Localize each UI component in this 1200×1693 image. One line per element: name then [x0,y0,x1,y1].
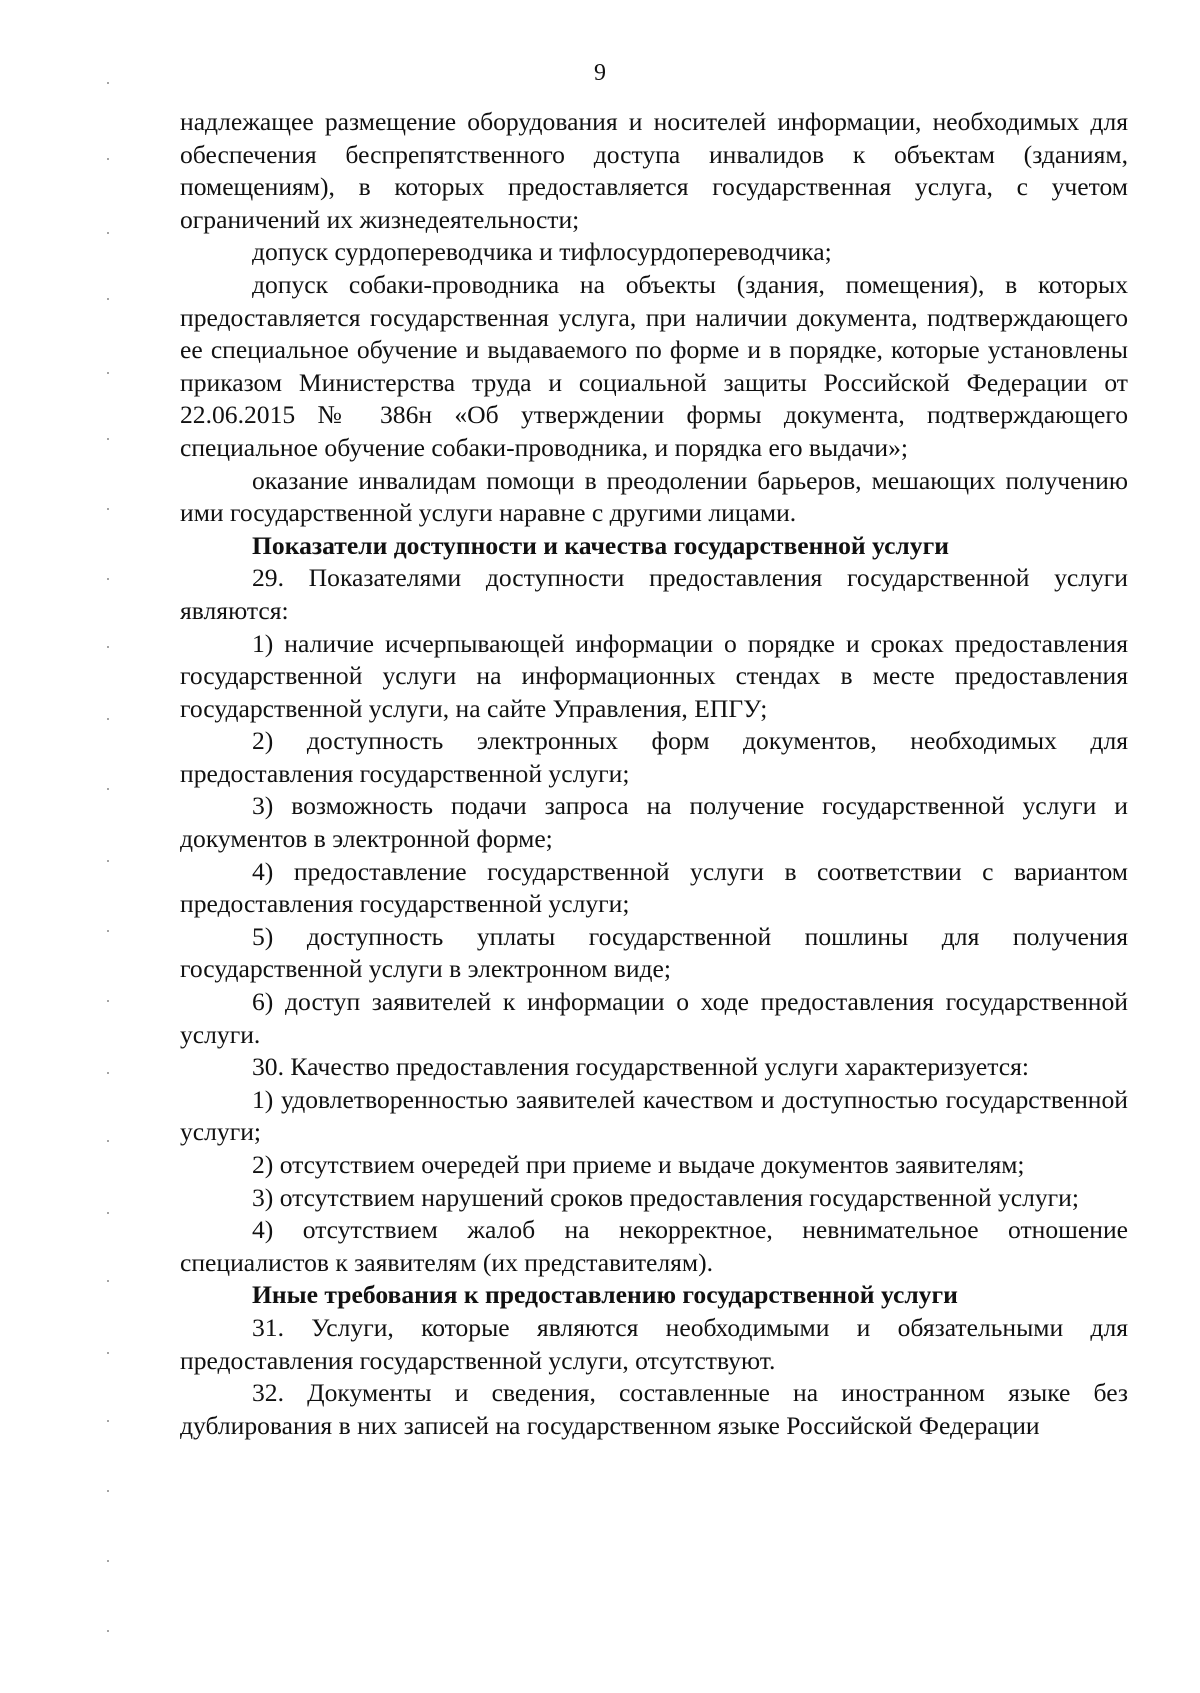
paragraph: 31. Услуги, которые являются необходимыми и обязательными для предоставления государственной услуги, отсутствуют. [180,1312,1128,1375]
list-item: 3) возможность подачи запроса на получение государственной услуги и документов в электронной форме; [180,791,1128,854]
paragraph: 32. Документы и сведения, составленные на иностранном языке без дублирования в них записей на государственном языке Российской Федерации [180,1378,1128,1440]
paragraph: допуск сурдопереводчика и тифлосурдопереводчика; [252,237,832,267]
paragraph: надлежащее размещение оборудования и носителей информации, необходимых для обеспечения беспрепятственного доступа инвалидов к объектам (зданиям, помещениям), в которых предоставляется государственная услуга, с учетом ограничений их жизнедеятельности; [180,107,1128,234]
list-item: 1) наличие исчерпывающей информации о порядке и сроках предоставления государственной услуги на информационных стендах в месте предоставления государственной услуги, на сайте Управления, ЕПГУ; [180,628,1128,723]
list-item: 2) отсутствием очередей при приеме и выдаче документов заявителям; [252,1150,1025,1179]
list-item: 1) удовлетворенностью заявителей качеством и доступностью государственной услуги; [180,1084,1128,1147]
list-item: 6) доступ заявителей к информации о ходе предоставления государственной услуги. [180,987,1128,1049]
list-item: 4) предоставление государственной услуги в соответствии с вариантом предоставления государственной услуги; [180,856,1128,919]
paragraph: допуск собаки-проводника на объекты (здания, помещения), в которых предоставляется государственная услуга, при наличии документа, подтверждающего ее специальное обучение и выдаваемого по форме и в порядке, которые установлены приказом Министерства труда и социальной защиты Российской Федерации от 22.06.2015 № 386н «Об утверждении формы документа, подтверждающего специальное обучение собаки-проводника, и порядка его выдачи»; [180,269,1128,462]
list-item: 5) доступность уплаты государственной пошлины для получения государственной услуги в электронном виде; [180,921,1128,984]
document-body [180,106,1128,1442]
list-item: 3) отсутствием нарушений сроков предоставления государственной услуги; [252,1182,1079,1212]
list-item: 2) доступность электронных форм документов, необходимых для предоставления государственной услуги; [180,726,1128,788]
section-heading: Иные требования к предоставлению государственной услуги [252,1280,958,1310]
page-number: 9 [594,60,606,86]
paragraph: 30. Качество предоставления государственной услуги характеризуется: [252,1052,1029,1082]
paragraph: оказание инвалидам помощи в преодолении барьеров, мешающих получению ими государственной услуги наравне с другими лицами. [180,465,1128,528]
list-item: 4) отсутствием жалоб на некорректное, невнимательное отношение специалистов к заявителям (их представителям). [180,1215,1128,1277]
section-heading: Показатели доступности и качества государственной услуги [252,530,949,560]
paragraph: 29. Показателями доступности предоставления государственной услуги являются: [180,563,1128,625]
